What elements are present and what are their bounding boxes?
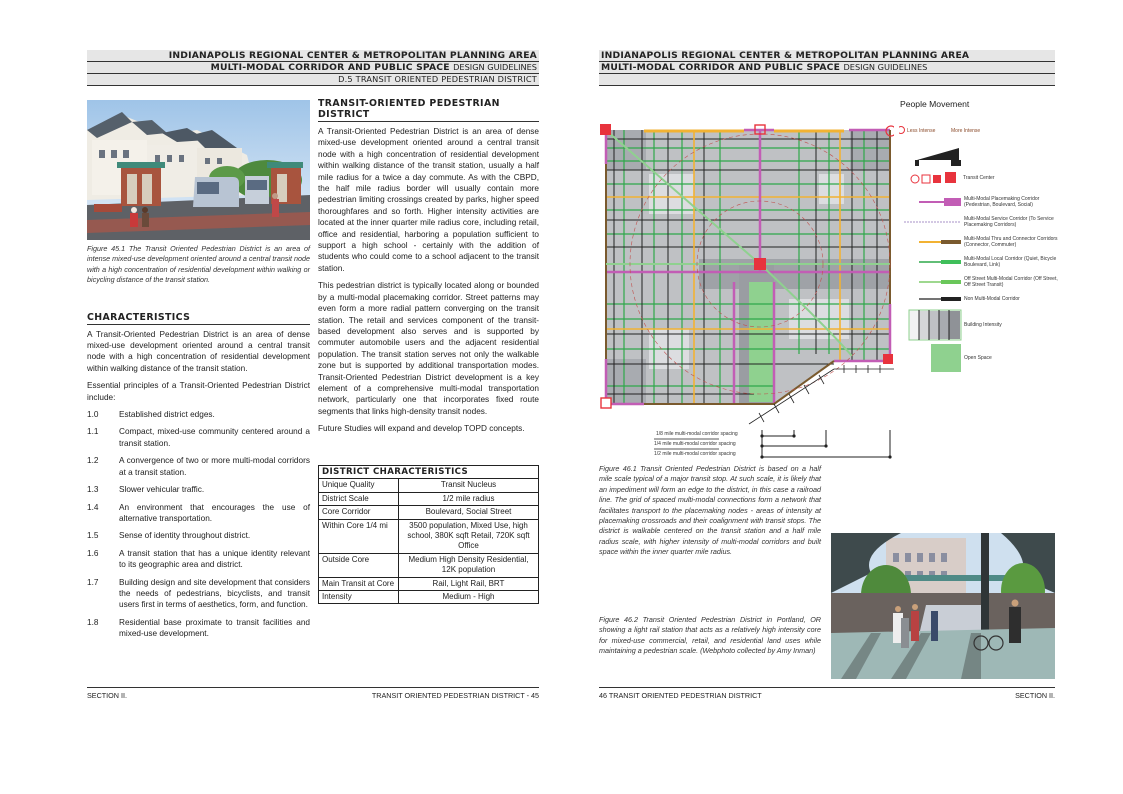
- row-value: Medium - High: [399, 591, 539, 604]
- scale-label-eighth-mile: 1/8 mile multi-modal corridor spacing: [656, 431, 738, 437]
- row-key: District Scale: [319, 492, 399, 505]
- page-header: [599, 50, 1055, 86]
- footer-left: 46 TRANSIT ORIENTED PEDESTRIAN DISTRICT: [599, 691, 762, 700]
- row-value: 1/2 mile radius: [399, 492, 539, 505]
- figure-46-2-caption: Figure 46.2 Transit Oriented Pedestrian District in Portland, OR showing a light rail station that acts as a relatively high intensity core for mixed-use commercial, retail, and residential land uses while maintaining a pedestrian scale. (Webphoto collected by Amy Inman): [599, 615, 821, 656]
- principle-text: Established district edges.: [119, 410, 215, 420]
- right-page: [562, 0, 1123, 794]
- table-row: [319, 479, 539, 492]
- legend-item: Multi-Modal Placemaking Corridor (Pedestrian, Boulevard, Social): [964, 196, 1040, 208]
- header-subtitle: [87, 62, 539, 74]
- header-subtitle-bold: MULTI-MODAL CORRIDOR AND PUBLIC SPACE: [210, 62, 450, 73]
- principle-text: Building design and site development that considers the needs of pedestrians, bicyclists, and transit users first in terms of aesthetics, form, and function.: [119, 577, 310, 610]
- legend-less-intense: Less Intense: [907, 128, 936, 134]
- scale-bars: [594, 430, 894, 460]
- row-value: Transit Nucleus: [399, 479, 539, 492]
- principle-item: [87, 577, 310, 611]
- portland-transit-station-photo: [831, 533, 1055, 679]
- row-key: Intensity: [319, 591, 399, 604]
- row-key: Main Transit at Core: [319, 577, 399, 590]
- table-row: [319, 553, 539, 577]
- principle-number: 1.2: [87, 456, 99, 466]
- legend-open-space: Open Space: [964, 355, 992, 361]
- principle-text: An environment that encourages the use of alternative transportation.: [119, 502, 310, 523]
- principle-number: 1.1: [87, 427, 99, 437]
- pedestrian-icon: [915, 160, 919, 166]
- transit-street-illustration: [87, 100, 310, 240]
- transit-center-icon: [883, 354, 893, 364]
- legend-item: Multi-Modal Thru and Connector Corridors (Connector, Commuter): [964, 236, 1058, 248]
- principle-item: [87, 617, 310, 640]
- legend-more-intense: More Intense: [951, 128, 981, 134]
- footer-right: TRANSIT ORIENTED PEDESTRIAN DISTRICT - 45: [371, 691, 539, 700]
- middle-column: [318, 98, 539, 435]
- intensity-wedge-icon: [917, 148, 959, 160]
- topd-paragraph-2: This pedestrian district is typically located along or bounded by a multi-modal placemaking corridor. Street patterns may even form a more radial pattern converging on the transit station. The retail and services component of the transit-based development also serves and is supported by commuter automobile users and the adjacent residential population. The transit station serves not only the walkable zone but is supported by additional transportation modes. Transit-Oriented Pedestrian District development is a key element of a comprehensive multi-modal transportation network, particularly one that incorporates fixed route segments that links high-density transit nodes.: [318, 281, 539, 416]
- header-blank-band: [599, 74, 1055, 86]
- principle-item: [87, 502, 310, 525]
- header-section: D.5 TRANSIT ORIENTED PEDESTRIAN DISTRICT: [87, 74, 539, 86]
- left-column: [87, 100, 310, 646]
- header-title: INDIANAPOLIS REGIONAL CENTER & METROPOLITAN PLANNING AREA: [87, 50, 539, 62]
- principle-item: [87, 548, 310, 571]
- principle-text: Sense of identity throughout district.: [119, 531, 251, 541]
- row-value: 3500 population, Mixed Use, high school, 380K sqft Retail, 720K sqft Office: [399, 519, 539, 553]
- figure-45-1-caption: Figure 45.1 The Transit Oriented Pedestrian District is an area of intense mixed-use development oriented around a central transit node with a high concentration of residential development within walking or bicycling distance of the transit station.: [87, 244, 310, 285]
- principle-item: [87, 484, 310, 495]
- principle-number: 1.6: [87, 548, 99, 558]
- header-subtitle-light: DESIGN GUIDELINES: [843, 62, 928, 72]
- table-header-row: [319, 466, 539, 479]
- diagram-title: People Movement: [900, 99, 970, 109]
- principle-text: A convergence of two or more multi-modal corridors at a transit station.: [119, 456, 310, 477]
- page-header: [87, 50, 539, 86]
- open-space-swatch: [931, 344, 961, 372]
- principle-item: [87, 530, 310, 541]
- topd-heading: TRANSIT-ORIENTED PEDESTRIAN DISTRICT: [318, 98, 539, 122]
- building-intensity-swatch: [909, 310, 961, 340]
- principle-text: Compact, mixed-use community centered around a transit station.: [119, 427, 310, 448]
- row-key: Within Core 1/4 mi: [319, 519, 399, 553]
- table-row: [319, 519, 539, 553]
- transit-center-icon: [600, 124, 611, 135]
- open-space-park: [749, 282, 774, 402]
- legend-transit-center: Transit Center: [963, 175, 995, 181]
- legend-building-intensity: Building Intensity: [964, 322, 1002, 328]
- row-value: Boulevard, Social Street: [399, 506, 539, 519]
- header-subtitle: [599, 62, 1055, 74]
- page-footer: [87, 687, 539, 701]
- legend-item: Off Street Multi-Modal Corridor (Off Street, Off Street Transit): [964, 276, 1058, 288]
- district-characteristics-table: [318, 465, 539, 604]
- scale-label-quarter-mile: 1/4 mile multi-modal corridor spacing: [654, 441, 736, 447]
- principle-number: 1.0: [87, 410, 99, 420]
- table-row: [319, 506, 539, 519]
- figure-46-2-photo: [831, 533, 1055, 679]
- principle-item: [87, 426, 310, 449]
- transit-stop-icon: [601, 398, 611, 408]
- district-plan-diagram: [594, 124, 894, 429]
- characteristics-heading: CHARACTERISTICS: [87, 312, 310, 325]
- principle-item: [87, 409, 310, 420]
- principle-number: 1.7: [87, 577, 99, 587]
- row-value: Rail, Light Rail, BRT: [399, 577, 539, 590]
- principle-text: A transit station that has a unique identity relevant to its geographic area and district.: [119, 548, 310, 570]
- transit-center-icon: [945, 172, 956, 183]
- page-footer: [599, 687, 1055, 701]
- table-row: [319, 591, 539, 604]
- diagram-legend: [899, 124, 1059, 374]
- principle-number: 1.8: [87, 617, 99, 627]
- principles-intro: Essential principles of a Transit-Oriented Pedestrian District include:: [87, 381, 310, 402]
- characteristics-intro: A Transit-Oriented Pedestrian District is an area of dense mixed-use development oriented around a central transit node with a high concentration of residential development within walking distance of the transit station.: [87, 329, 310, 373]
- header-subtitle-bold: MULTI-MODAL CORRIDOR AND PUBLIC SPACE: [601, 62, 841, 73]
- corridor-spacing-scale: [594, 430, 894, 460]
- principles-list: [87, 409, 310, 640]
- topd-paragraph-1: A Transit-Oriented Pedestrian District is an area of dense mixed-use development oriented around a central transit node with a high concentration of residential development within walking distance of the transit station, usually a half mile radius for a twice a day commute. As with the CBPD, the half mile radius border will usually contain more pedestrian limiting crossings created by parks, higher speed thoroughfares and so forth. Higher intensity activities are located at the inner quarter mile radius core, including retail, office and residential, harboring a population sufficient to support a high school - certainly with the addition of students who could come to a school adjacent to the transit station.: [318, 127, 539, 273]
- row-key: Core Corridor: [319, 506, 399, 519]
- footer-right: SECTION II.: [1015, 691, 1055, 700]
- figure-45-1-photo: [87, 100, 310, 240]
- legend-item: Non Multi-Modal Corridor: [964, 296, 1020, 302]
- legend-item: Multi-Modal Local Corridor (Quiet, Bicycle Boulevard, Link): [964, 256, 1057, 268]
- principle-text: Slower vehicular traffic.: [119, 485, 205, 495]
- principle-text: Residential base proximate to transit facilities and mixed-use development.: [119, 617, 310, 639]
- header-subtitle-light: DESIGN GUIDELINES: [453, 62, 537, 72]
- principle-number: 1.3: [87, 485, 99, 495]
- left-page: [0, 0, 560, 794]
- header-title: INDIANAPOLIS REGIONAL CENTER & METROPOLITAN PLANNING AREA: [599, 50, 1055, 62]
- footer-left: SECTION II.: [87, 691, 127, 700]
- topd-paragraph-3: Future Studies will expand and develop TOPD concepts.: [318, 424, 525, 434]
- table-title: DISTRICT CHARACTERISTICS: [319, 466, 539, 479]
- table-row: [319, 492, 539, 505]
- principle-number: 1.5: [87, 531, 99, 541]
- transit-center-icon: [754, 258, 766, 270]
- legend-item: Multi-Modal Service Corridor (To Service Placemaking Corridors): [964, 216, 1054, 228]
- table-row: [319, 577, 539, 590]
- principle-item: [87, 455, 310, 478]
- row-key: Unique Quality: [319, 479, 399, 492]
- pedestrians-icon: [951, 160, 961, 166]
- row-key: Outside Core: [319, 553, 399, 577]
- row-value: Medium High Density Residential, 12K population: [399, 553, 539, 577]
- scale-label-half-mile: 1/2 mile multi-modal corridor spacing: [654, 451, 736, 457]
- legend-swatches: [899, 124, 1059, 374]
- principle-number: 1.4: [87, 502, 99, 512]
- figure-46-1-caption: Figure 46.1 Transit Oriented Pedestrian District is based on a half mile scale typical of a major transit stop. At such scale, it is likely that an impediment will form an edge to the district, in this case a railroad line. The grid of spaced multi-modal connections form a network that facilitates transport to the placemaking nodes - areas of intensity at placemaking crossroads and their coalignment with transit stops. The district is walkable centered on the transit station and a half mile radius scale, with higher intensity of multi-modal corridors and built space within the inner quarter mile radius.: [599, 464, 821, 557]
